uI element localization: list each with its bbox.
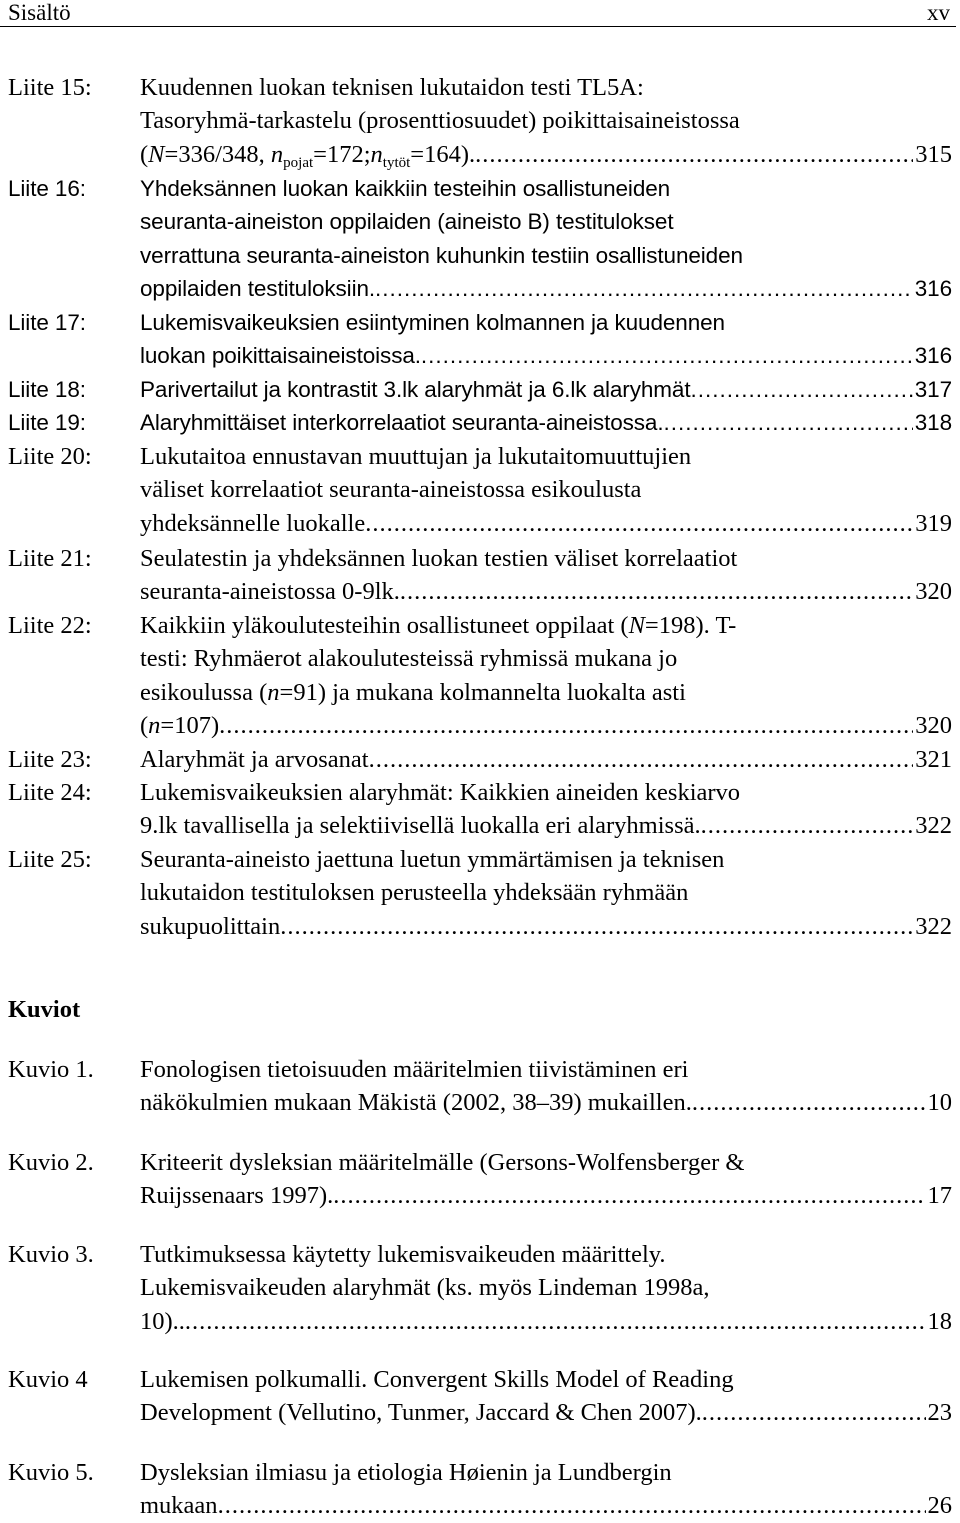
appendix-page-number: 321 <box>915 746 952 773</box>
appendix-label: Liite 20: <box>8 443 92 470</box>
appendix-title-line: Alaryhmät ja arvosanat <box>140 746 369 773</box>
dot-leader <box>400 575 913 608</box>
appendix-label: Liite 24: <box>8 779 92 806</box>
appendix-title-line: Parivertailut ja kontrastit 3.lk alaryhmät ja 6.lk alaryhmät <box>140 377 691 402</box>
appendix-title-last-line <box>140 272 952 305</box>
figure-title-line: Dysleksian ilmiasu ja etiologia Høienin ja Lundbergin <box>140 1459 672 1486</box>
figure-title <box>140 1238 950 1338</box>
appendix-page-number: 317 <box>914 377 952 402</box>
appendix-title <box>140 843 950 943</box>
figure-title-line: Lukemisvaikeuden alaryhmät (ks. myös Lindeman 1998a, <box>140 1274 710 1302</box>
appendix-label: Liite 19: <box>8 410 86 435</box>
appendix-title-last-line <box>140 910 952 943</box>
appendix-title <box>140 172 950 306</box>
figure-label: Kuvio 3. <box>8 1241 94 1268</box>
figure-title-last-line <box>140 1179 952 1212</box>
appendix-label: Liite 15: <box>8 74 92 101</box>
dot-leader <box>185 1305 926 1338</box>
appendix-title <box>140 306 950 373</box>
appendix-title <box>140 609 950 743</box>
running-head-section: Sisältö <box>8 0 71 25</box>
appendix-label: Liite 17: <box>8 310 86 335</box>
dot-leader <box>365 507 913 540</box>
dot-leader <box>702 1396 926 1429</box>
appendix-title-line: väliset korrelaatiot seuranta-aineistossa esikoulusta <box>140 476 642 504</box>
appendix-label: Liite 22: <box>8 612 92 639</box>
appendix-title-line: Kaikkiin yläkoulutesteihin osallistuneet oppilaat (N=198). T- <box>140 612 737 639</box>
figure-title-line: 10).. <box>140 1307 185 1335</box>
figure-title <box>140 1053 950 1120</box>
dot-leader <box>701 809 914 842</box>
appendix-title-last-line <box>140 575 952 608</box>
appendix-page-number: 319 <box>915 509 952 537</box>
appendix-title-line: Lukemisvaikeuksien alaryhmät: Kaikkien aineiden keskiarvo <box>140 779 741 806</box>
figure-title-line: Fonologisen tietoisuuden määritelmien tiivistäminen eri <box>140 1056 689 1083</box>
appendix-title-line: (N=336/348, $n_{pojat}=172;n_{tytöt}=164$). <box>140 140 476 171</box>
figure-label: Kuvio 1. <box>8 1056 94 1083</box>
appendix-title-line: luokan poikittaisaineistoissa. <box>140 343 421 369</box>
appendix-label: Liite 18: <box>8 377 86 402</box>
dot-leader <box>690 373 912 406</box>
dot-leader <box>475 138 913 171</box>
figure-title <box>140 1146 950 1213</box>
figure-label: Kuvio 4 <box>8 1366 88 1393</box>
appendix-title-line: Yhdeksännen luokan kaikkiin testeihin osallistuneiden <box>140 176 671 201</box>
appendix-title-last-line <box>140 339 952 372</box>
figure-title-line: näkökulmien mukaan Mäkistä (2002, 38–39) mukaillen. <box>140 1089 692 1117</box>
dot-leader <box>692 1086 926 1119</box>
appendix-title-last-line <box>140 743 952 776</box>
appendix-page-number: 316 <box>914 343 952 369</box>
figures-heading: Kuviot <box>8 996 81 1023</box>
figure-page-number: 10 <box>927 1089 952 1117</box>
appendix-title-last-line <box>140 507 952 540</box>
appendix-title-line: sukupuolittain <box>140 912 281 940</box>
appendix-label: Liite 23: <box>8 746 92 773</box>
appendix-title-line: yhdeksännelle luokalle <box>140 509 366 537</box>
running-head <box>0 0 956 27</box>
appendix-title-line: oppilaiden testituloksiin. <box>140 276 376 302</box>
appendix-label: Liite 16: <box>8 176 86 201</box>
appendix-title <box>140 776 950 843</box>
figure-page-number: 23 <box>927 1399 952 1427</box>
appendix-title-last-line <box>140 373 952 406</box>
appendix-title-last-line <box>140 138 952 171</box>
appendix-page-number: 316 <box>914 276 952 302</box>
dot-leader <box>219 709 913 742</box>
figure-page-number: 17 <box>927 1182 952 1210</box>
figure-title-line: Ruijssenaars 1997). <box>140 1182 334 1210</box>
appendix-title-line: Seulatestin ja yhdeksännen luokan testien väliset korrelaatiot <box>140 545 738 572</box>
appendix-page-number: 315 <box>915 140 952 168</box>
appendix-title-line: Seuranta-aineisto jaettuna luetun ymmärtämisen ja teknisen <box>140 846 725 873</box>
appendix-page-number: 322 <box>915 812 952 840</box>
appendix-title-line: lukutaidon testituloksen perusteella yhdeksään ryhmään <box>140 879 689 907</box>
appendix-title <box>140 440 950 540</box>
appendix-title-line: verrattuna seuranta-aineiston kuhunkin testiin osallistuneiden <box>140 242 743 268</box>
appendix-page-number: 320 <box>915 578 952 606</box>
dot-leader <box>421 339 913 372</box>
appendix-page-number: 322 <box>915 912 952 940</box>
figure-page-number: 18 <box>927 1307 952 1335</box>
figure-title <box>140 1363 950 1430</box>
figure-title-line: Kriteerit dysleksian määritelmälle (Gersons-Wolfensberger & <box>140 1149 745 1176</box>
appendix-title-line: seuranta-aineistossa 0-9lk. <box>140 578 400 606</box>
appendix-title <box>140 373 950 406</box>
dot-leader <box>280 910 913 943</box>
figure-title-last-line <box>140 1086 952 1119</box>
figure-label: Kuvio 5. <box>8 1459 94 1486</box>
appendix-title-line: Kuudennen luokan teknisen lukutaidon testi TL5A: <box>140 74 644 101</box>
dot-leader <box>375 272 913 305</box>
appendix-title-last-line <box>140 709 952 742</box>
appendix-title <box>140 743 950 776</box>
running-head-page-number: xv <box>927 0 950 25</box>
appendix-title-line: Alaryhmittäiset interkorrelaatiot seuranta-aineistossa. <box>140 410 664 435</box>
appendix-title <box>140 542 950 609</box>
appendix-title-line: Lukemisvaikeuksien esiintyminen kolmannen ja kuudennen <box>140 310 725 335</box>
dot-leader <box>664 406 913 439</box>
appendix-title-line: testi: Ryhmäerot alakoulutesteissä ryhmissä mukana jo <box>140 645 678 673</box>
appendix-page-number: 320 <box>915 712 952 740</box>
figure-title-last-line <box>140 1305 952 1338</box>
appendix-title-line: Lukutaitoa ennustavan muuttujan ja lukutaitomuuttujien <box>140 443 692 470</box>
appendix-title <box>140 71 950 171</box>
appendix-title-line: Tasoryhmä-tarkastelu (prosenttiosuudet) poikittaisaineistossa <box>140 107 740 135</box>
figure-title-last-line <box>140 1489 952 1522</box>
figure-title-line: Tutkimuksessa käytetty lukemisvaikeuden määrittely. <box>140 1241 666 1268</box>
figure-title-line: Lukemisen polkumalli. Convergent Skills Model of Reading <box>140 1366 734 1393</box>
figure-page-number: 26 <box>927 1492 952 1520</box>
appendix-title <box>140 406 950 439</box>
figure-title-line: mukaan <box>140 1492 218 1520</box>
appendix-title-line: esikoulussa (n=91) ja mukana kolmannelta luokalta asti <box>140 678 686 706</box>
dot-leader <box>333 1179 925 1212</box>
appendix-label: Liite 25: <box>8 846 92 873</box>
appendix-title-line: seuranta-aineiston oppilaiden (aineisto B) testitulokset <box>140 209 674 235</box>
appendix-title-line: 9.lk tavallisella ja selektiivisellä luokalla eri alaryhmissä. <box>140 812 701 840</box>
appendix-title-last-line <box>140 406 952 439</box>
figure-title-line: Development (Vellutino, Tunmer, Jaccard & Chen 2007). <box>140 1399 702 1427</box>
figure-label: Kuvio 2. <box>8 1149 94 1176</box>
figure-title-last-line <box>140 1396 952 1429</box>
appendix-title-last-line <box>140 809 952 842</box>
appendix-page-number: 318 <box>914 410 952 435</box>
figure-title <box>140 1456 950 1523</box>
dot-leader <box>218 1489 926 1522</box>
appendix-title-line: (n=107) <box>140 712 220 740</box>
appendix-label: Liite 21: <box>8 545 92 572</box>
dot-leader <box>369 743 914 776</box>
